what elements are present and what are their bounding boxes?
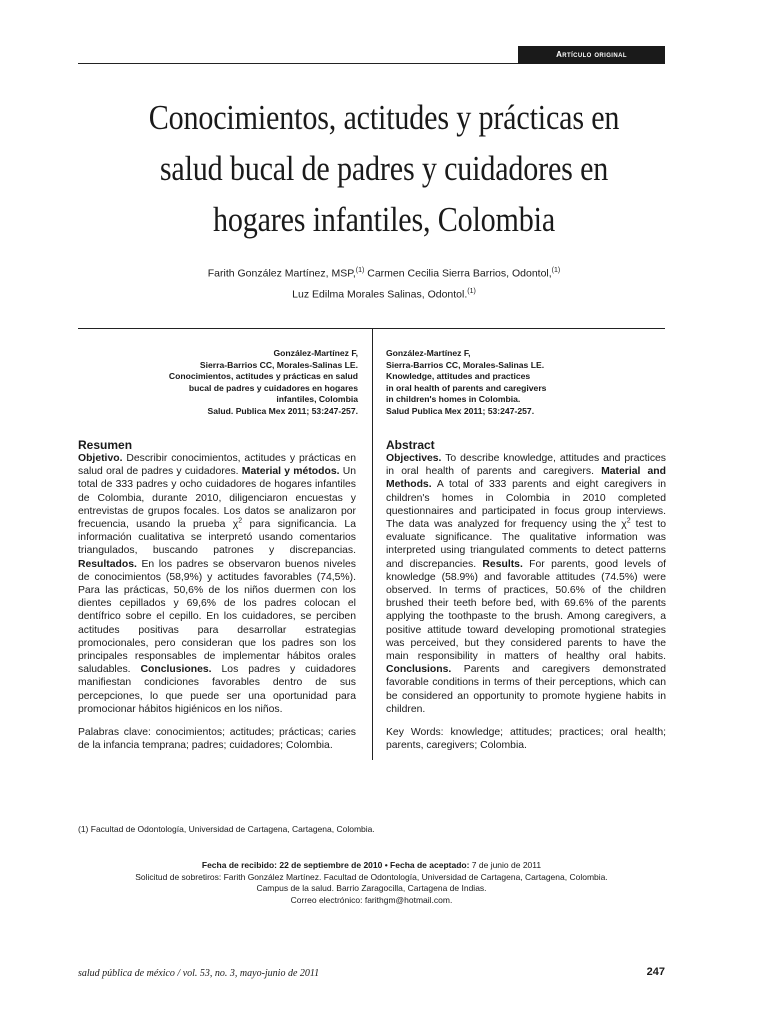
methods-label: Material and Methods.: [386, 466, 666, 491]
results-label: Results.: [482, 558, 523, 570]
reprint-request: Solicitud de sobretiros: Farith González Martínez. Facultad de Odontología, Universidad de Cartagena, Cartagena, Colombia.: [135, 871, 608, 882]
conclusions-label: Conclusions.: [386, 664, 452, 676]
citation-line: González-Martínez F,: [386, 348, 471, 358]
author-list: [120, 262, 648, 303]
footer-journal: salud pública de méxico / vol. 53, no. 3, mayo-junio de 2011: [78, 968, 320, 979]
citation-english: [386, 348, 666, 418]
column-divider: [372, 328, 373, 760]
header-rule: [78, 63, 518, 64]
abstract-heading: Abstract: [386, 438, 435, 452]
conclusions-text: Los padres y cuidadores manifiestan condiciones favorables dentro de sus percepciones, lo que puede ser una oportunidad para promocionar hábitos higiénicos en los niños.: [78, 664, 356, 715]
email-line: Correo electrónico: farithgm@hotmail.com.: [290, 894, 453, 905]
objective-text: Describir conocimientos, actitudes y prácticas en salud oral de padres y cuidadores.: [78, 453, 356, 478]
objective-text: To describe knowledge, attitudes and practices in oral health of parents and caregivers.: [386, 453, 666, 478]
affiliation-note: (1) Facultad de Odontología, Universidad de Cartagena, Cartagena, Colombia.: [78, 824, 375, 834]
abstract-body: [78, 452, 356, 716]
accepted-date: 7 de junio de 2011: [469, 860, 542, 870]
author-3-affil: (1): [467, 287, 476, 295]
abstract-spanish: [78, 438, 356, 752]
section-badge: Artículo original: [518, 46, 665, 64]
submission-info: [78, 860, 665, 906]
page-number: 247: [646, 966, 665, 978]
author-1-affil: (1): [355, 267, 365, 274]
citation-line: Sierra-Barrios CC, Morales-Salinas LE.: [199, 359, 358, 370]
author-2: Carmen Cecilia Sierra Barrios, Odontol,: [364, 267, 552, 280]
citation-spanish: [80, 348, 358, 418]
citation-line: in oral health of parents and caregivers: [386, 382, 547, 393]
abstract-body: [386, 452, 666, 716]
author-1: Farith González Martínez, MSP,: [207, 267, 356, 280]
methods-label: Material y métodos.: [241, 466, 340, 478]
citation-line: Salud. Publica Mex 2011; 53:247-257.: [207, 405, 358, 416]
methods-text-cont: para significancia. La información cualitativa se interpretó usando comentarios triangulados, buscando patrones y discrepancias.: [78, 519, 356, 557]
citation-line: Salud Publica Mex 2011; 53:247-257.: [386, 405, 535, 416]
methods-text: Un total de 333 padres y ocho cuidadores de hogares infantiles de Colombia, durante 2010, diligenciaron encuestas y entrevistas de grupos focales. Los datos se analizaron por frecuencia, usando la prueba χ: [78, 466, 357, 531]
objective-label: Objectives.: [386, 453, 442, 464]
article-title: Conocimientos, actitudes y prácticas en salud bucal de padres y cuidadores en hogares infantiles, Colombia: [148, 98, 620, 239]
citation-line: infantiles, Colombia: [276, 394, 358, 405]
keywords: Key Words: knowledge; attitudes; practices; oral health; parents, caregivers; Colombia.: [386, 727, 666, 752]
results-label: Resultados.: [78, 558, 137, 570]
conclusions-text: Parents and caregivers demonstrated favorable conditions in terms of their perceptions, which can be considered an opportunity to promote hygiene habits in children.: [386, 664, 666, 715]
results-text: En los padres se observaron buenos niveles de conocimientos (58,9%) y actitudes favorables (74,5%). Para las prácticas, 50,6% de los niños duermen con los dientes cepillados y 69,6% de los padres colocan el dentífrico sobre el cepillo. En los cuidadores, se perciben actitudes positivas para desarrollar estrategias promocionales, pero consideran que los padres son los principales responsables de implementar hábitos orales saludables.: [78, 558, 356, 676]
results-text: For parents, good levels of knowledge (58.9%) and favorable attitudes (74.5%) were observed. In terms of practices, 50.6% of the children brushed their teeth before bed, with 69.6% of the parents applying the toothpaste to the brush. Among caregivers, a positive attitude toward developing promotional strategies was perceived, but they considered parents to have the main responsibility in matters of healthy oral habits.: [386, 558, 666, 663]
objective-label: Objetivo.: [78, 453, 123, 464]
dates-line: [78, 860, 665, 872]
citation-line: Knowledge, attitudes and practices: [386, 371, 531, 382]
citation-line: bucal de padres y cuidadores en hogares: [188, 382, 358, 393]
abstract-heading: Resumen: [78, 438, 133, 452]
abstract-english: [386, 438, 666, 752]
methods-text-cont: test to evaluate significance. The qualitative information was interpreted using triangulated comments to detect patterns and discrepancies.: [386, 519, 667, 570]
chi-square-superscript: 2: [238, 517, 243, 525]
methods-text: A total of 333 parents and eight caregivers in children's homes in Colombia in 2010 completed questionnaires and participated in focus group interviews. The data was analyzed for frequency using the χ: [386, 479, 666, 531]
citation-line: González-Martínez F,: [273, 348, 358, 358]
author-3: Luz Edilma Morales Salinas, Odontol.: [292, 288, 468, 300]
conclusions-label: Conclusiones.: [140, 664, 212, 676]
citation-line: Conocimientos, actitudes y prácticas en salud: [168, 371, 358, 382]
chi-square-superscript: 2: [626, 517, 631, 525]
citation-line: Sierra-Barrios CC, Morales-Salinas LE.: [386, 359, 545, 370]
citation-line: in children's homes in Colombia.: [386, 394, 521, 405]
address-line: Campus de la salud. Barrio Zaragocilla, Cartagena de Indias.: [256, 883, 487, 894]
keywords: Palabras clave: conocimientos; actitudes; prácticas; caries de la infancia temprana; padres; cuidadores; Colombia.: [78, 727, 356, 752]
author-2-affil: (1): [551, 267, 561, 274]
received-date: Fecha de recibido: 22 de septiembre de 2010 • Fecha de aceptado:: [201, 860, 470, 870]
